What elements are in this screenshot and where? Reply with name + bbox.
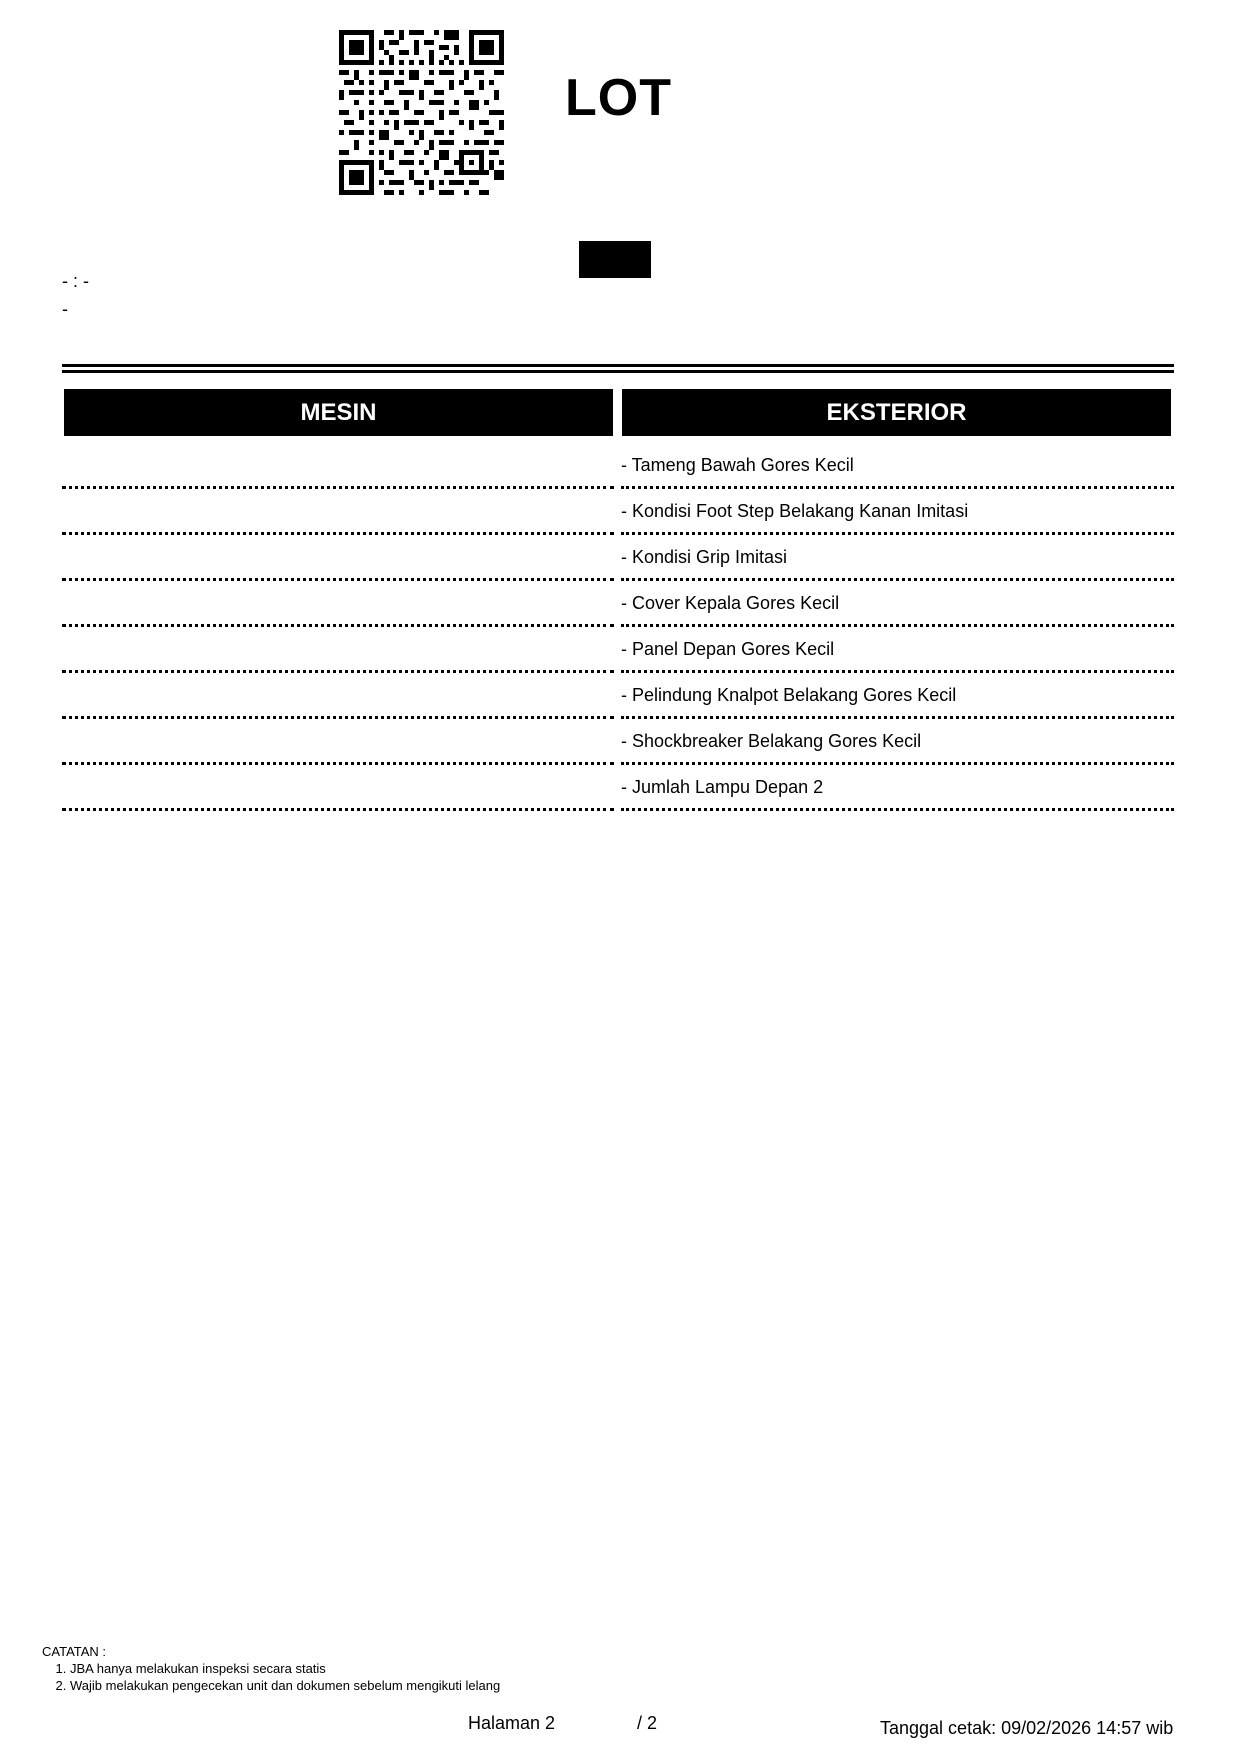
page-title: LOT — [565, 69, 672, 127]
divider-bottom — [62, 370, 1174, 373]
notes-list — [42, 1660, 500, 1694]
column-header-mesin: MESIN — [64, 389, 613, 436]
mesin-cell — [62, 489, 614, 535]
table-row — [62, 581, 1174, 627]
redacted-box — [579, 241, 651, 278]
note-item: 1. JBA hanya melakukan inspeksi secara statis — [70, 1660, 500, 1677]
eksterior-cell: - Shockbreaker Belakang Gores Kecil — [621, 719, 1174, 765]
qr-code — [339, 30, 504, 195]
meta-line-1: - : - — [62, 271, 89, 291]
eksterior-cell: - Kondisi Grip Imitasi — [621, 535, 1174, 581]
eksterior-cell: - Pelindung Knalpot Belakang Gores Kecil — [621, 673, 1174, 719]
note-item: 2. Wajib melakukan pengecekan unit dan dokumen sebelum mengikuti lelang — [70, 1677, 500, 1694]
mesin-cell — [62, 719, 614, 765]
mesin-cell — [62, 673, 614, 719]
eksterior-cell: - Panel Depan Gores Kecil — [621, 627, 1174, 673]
table-row — [62, 443, 1174, 489]
print-date: Tanggal cetak: 09/02/2026 14:57 wib — [880, 1718, 1174, 1738]
notes-title: CATATAN : — [42, 1644, 107, 1659]
mesin-cell — [62, 535, 614, 581]
column-header-eksterior: EKSTERIOR — [622, 389, 1171, 436]
mesin-cell — [62, 765, 614, 811]
table-row — [62, 627, 1174, 673]
table-row — [62, 535, 1174, 581]
eksterior-cell: - Kondisi Foot Step Belakang Kanan Imitasi — [621, 489, 1174, 535]
page-total: / 2 — [637, 1713, 658, 1733]
page-number: Halaman 2 — [468, 1713, 556, 1733]
table-row — [62, 489, 1174, 535]
table-row — [62, 673, 1174, 719]
eksterior-cell: - Cover Kepala Gores Kecil — [621, 581, 1174, 627]
meta-line-2: - — [62, 299, 68, 319]
mesin-cell — [62, 443, 614, 489]
qr-code-icon — [339, 30, 504, 195]
table-row — [62, 719, 1174, 765]
mesin-cell — [62, 581, 614, 627]
divider-top — [62, 364, 1174, 367]
table-row — [62, 765, 1174, 811]
inspection-table — [62, 443, 1174, 811]
eksterior-cell: - Tameng Bawah Gores Kecil — [621, 443, 1174, 489]
notes-section — [42, 1643, 500, 1694]
mesin-cell — [62, 627, 614, 673]
eksterior-cell: - Jumlah Lampu Depan 2 — [621, 765, 1174, 811]
